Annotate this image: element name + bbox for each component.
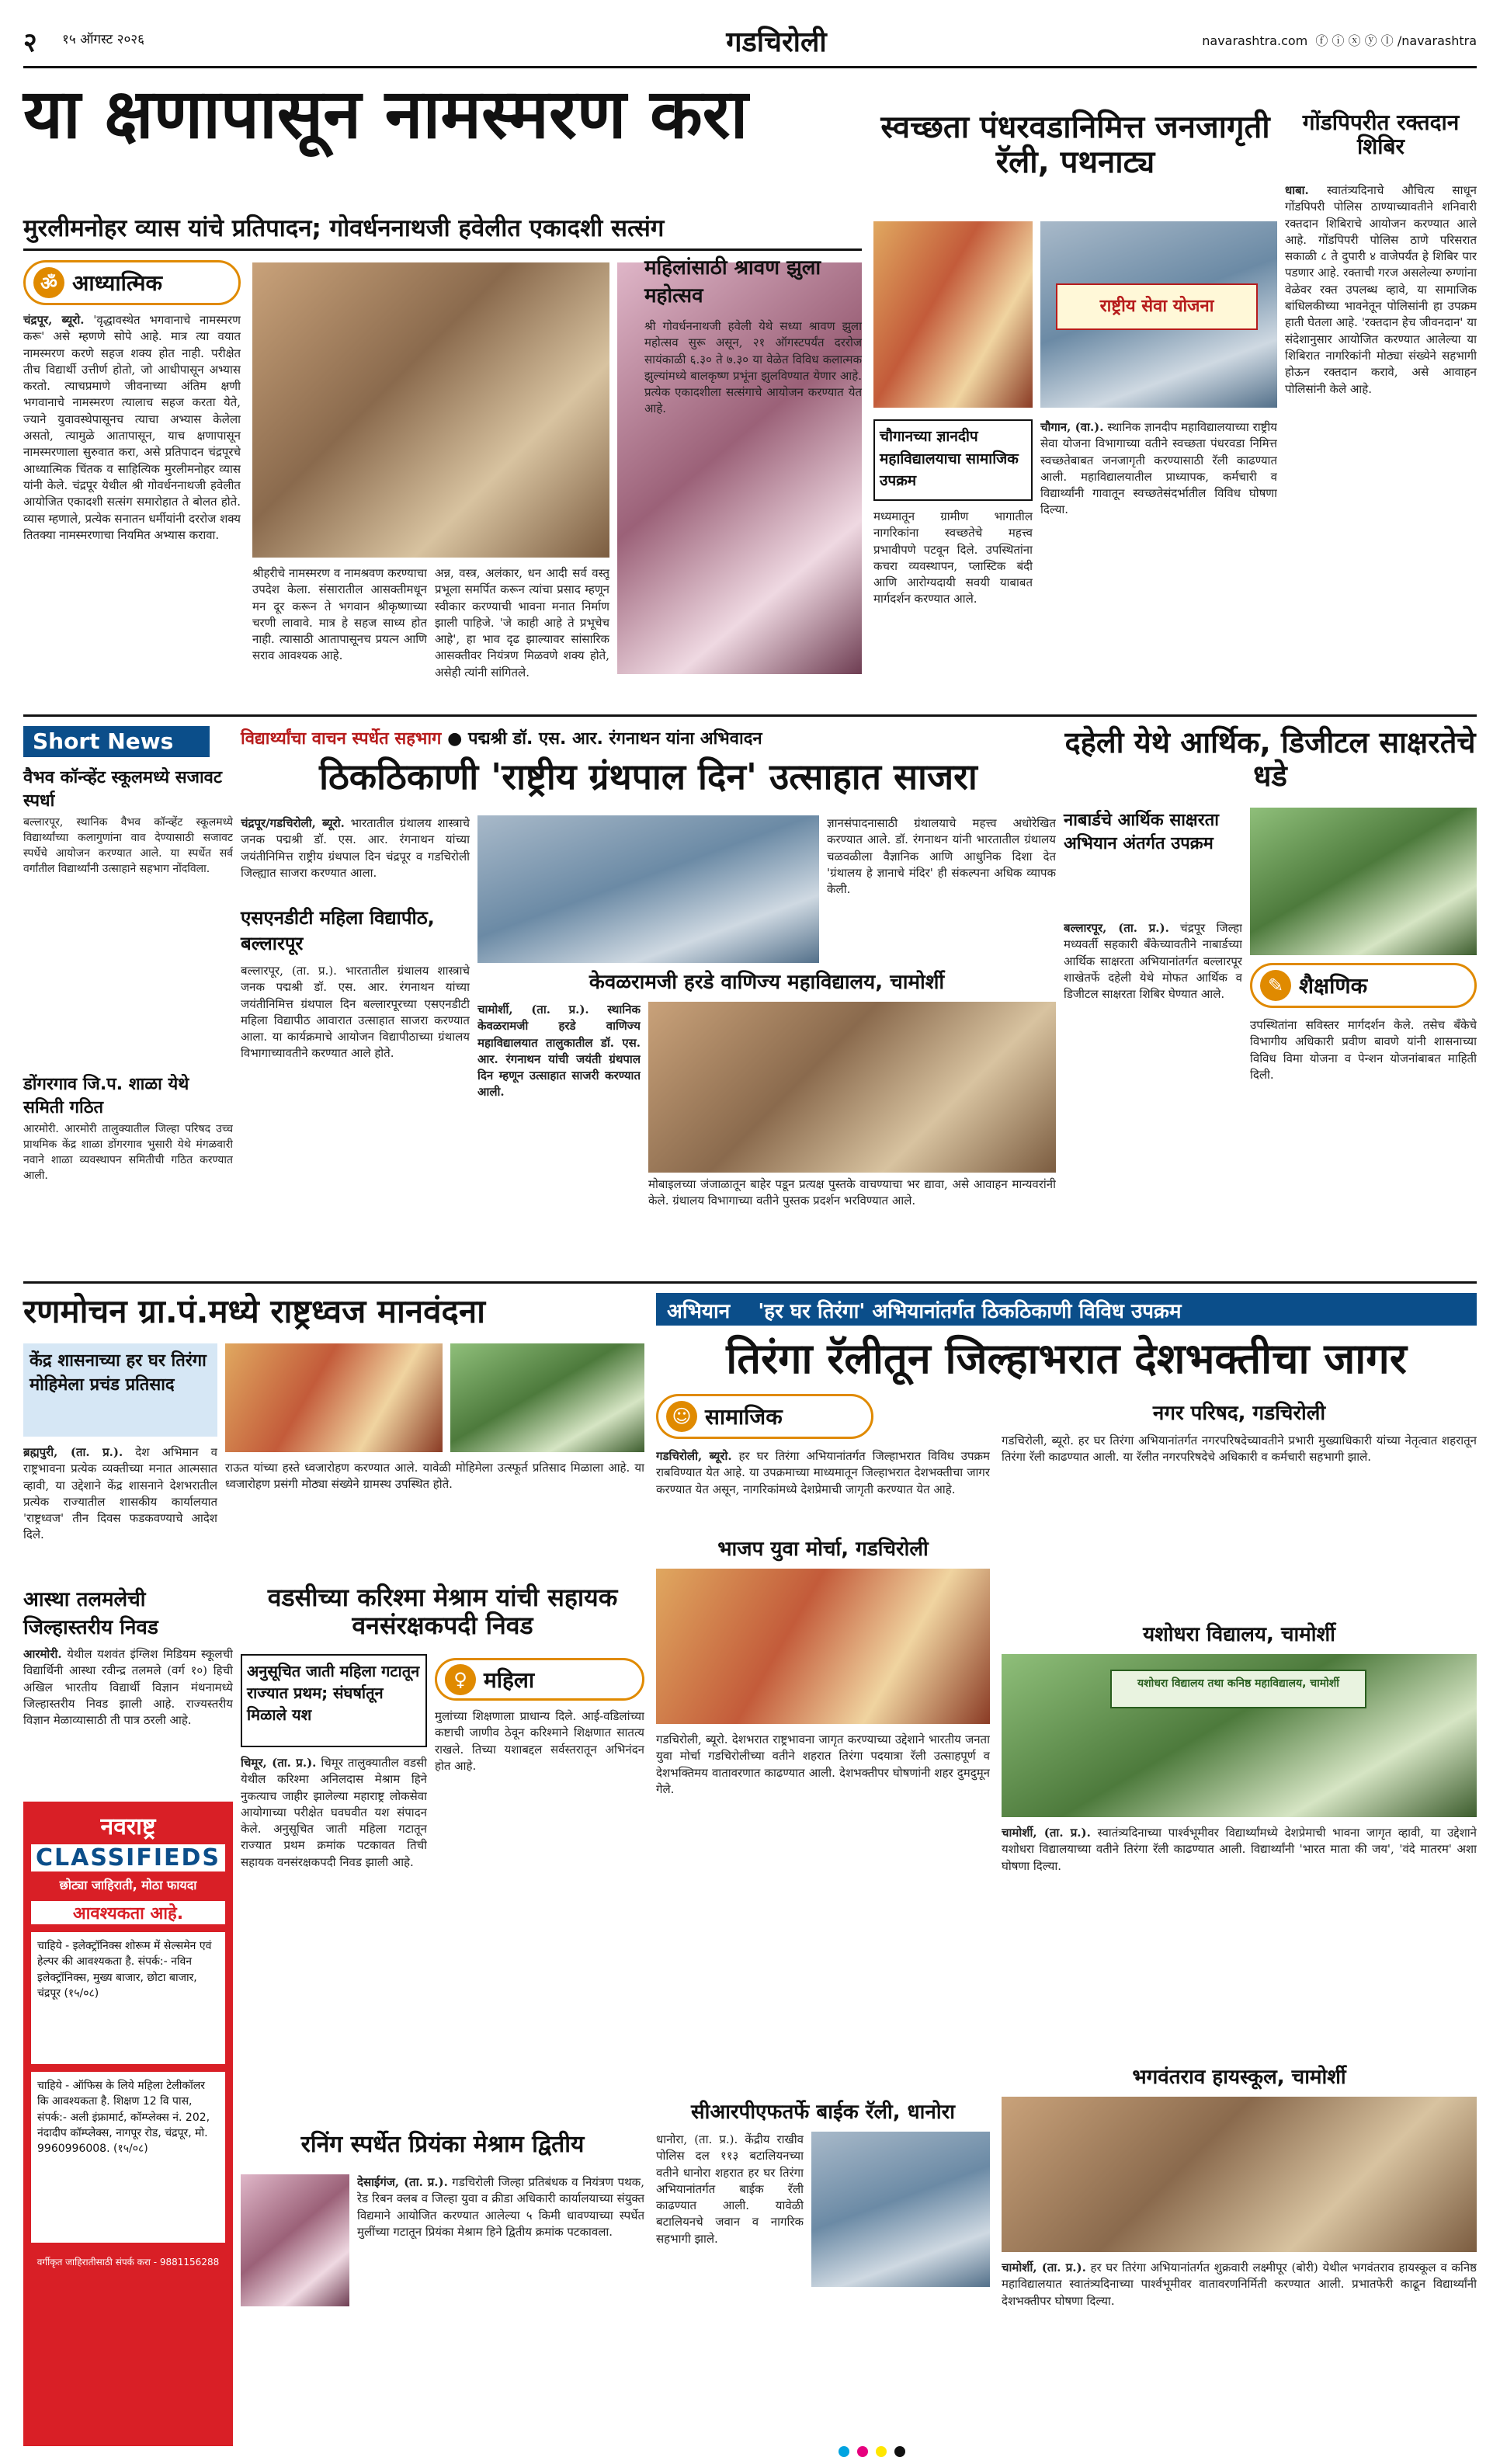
short-news-title-2: डोंगरगाव जि.प. शाळा येथे समिती गठित bbox=[23, 1075, 189, 1117]
social-icons: ⓕ ⓘ ⓧ ⓨ ⓛ bbox=[1315, 33, 1394, 48]
digital-body-2: उपस्थितांना सविस्तर मार्गदर्शन केले. तसेच बँकेचे विभागीय अधिकारी प्रवीण बावणे यांनी शासनाच्या विविध विमा योजना व पेन्शन योजनांबाबत माहिती दिली. bbox=[1250, 1018, 1477, 1082]
divider bbox=[23, 248, 862, 251]
divider bbox=[23, 1281, 1477, 1284]
library-intro: चंद्रपूर/गडचिरोली, ब्यूरो. भारतातील ग्रंथालय शास्त्राचे जनक पद्मश्री डॉ. एस. आर. रंगनाथन यांच्या जयंतीनिमित्त राष्ट्रीय ग्रंथपाल दिन चंद्रपूर व गडचिरोली जिल्ह्यात साजरा करण्यात आला. bbox=[241, 816, 470, 880]
lead-body-col1: चंद्रपूर, ब्यूरो. 'वृद्धावस्थेत भगवानाचे नामस्मरण करू' असे म्हणणे सोपे आहे. मात्र त्या वयात नामस्मरण करणे सहज शक्य होत नाही. परीक्षेत तीच विद्यार्थी उत्तीर्ण होतो, जो आधीपासून अभ्यास करतो. त्याचप्रमाणे जीवनाच्या अंतिम क्षणी भगवानाचे नामस्मरण त्यालाच सहज करता येते, ज्याने युवावस्थेपासूनच त्याचा अभ्यास केलेला असतो, त्यामुळे आतापासून, याच क्षणापासून नामस्मरणाला सुरुवात करा, असे प्रतिपादन चंद्रपूरचे आध्यात्मिक चिंतक व साहित्यिक मुरलीमनोहर व्यास यांनी केले. चंद्रपूर येथील श्री गोवर्धननाथजी हवेलीत आयोजित एकादशी सत्संग समारोहात ते बोलत होते. व्यास म्हणाले, प्रत्येक सनातन धर्मीयांनी दररोज शक्य तितक्या नामस्मरणाचा नियमित अभ्यास करावा. bbox=[23, 313, 241, 542]
lead-headline: या क्षणापासून नामस्मरण करा bbox=[23, 74, 748, 154]
tiranga-kicker-bar: अभियान 'हर घर तिरंगा' अभियानांतर्गत ठिकठिकाणी विविध उपक्रम bbox=[656, 1293, 1477, 1326]
school-banner: यशोधरा विद्यालय तथा कनिष्ठ महाविद्यालय, चामोर्शी bbox=[1110, 1670, 1366, 1708]
short-news-label: Short News bbox=[23, 726, 210, 757]
karishma-body-2: मुलांच्या शिक्षणाला प्राधान्य दिले. आई-वडिलांच्या कष्टाची जाणीव ठेवून करिश्माने शिक्षणात सातत्य राखले. तिच्या यशाबद्दल सर्वस्तरातून अभिनंदन होत आहे. bbox=[435, 1709, 644, 1773]
digital-photo bbox=[1250, 808, 1477, 955]
flag-body: ब्रह्मपुरी, (ता. प्र.). देश अभिमान व राष्ट्रभावना प्रत्येक व्यक्तीच्या मनात आत्मसात व्हावी, या उद्देशाने केंद्र शासनाने देशभरातील प्रत्येक राज्यातील शासकीय कार्यालयात 'राष्ट्रध्वज' तीन दिवस फडकवण्याचे आदेश दिले. bbox=[23, 1445, 217, 1542]
classifieds-footer: वर्गीकृत जाहिरातीसाठी संपर्क करा - 9881156288 bbox=[36, 2257, 220, 2268]
aastha-headline: आस्था तलमलेची जिल्हास्तरीय निवड bbox=[23, 1588, 158, 1639]
karishma-body: चिमूर, (ता. प्र.). चिमूर तालुक्यातील वडसी येथील करिश्मा अनिलदास मेश्राम हिने नुकत्याच जाहीर झालेल्या महाराष्ट्र लोकसेवा आयोगाच्या परीक्षेत घवघवीत यश संपादन केले. अनुसूचित जाती महिला गटातून राज्यात प्रथम क्रमांक पटकावत तिची सहायक वनसंरक्षकपदी निवड झाली आहे. bbox=[241, 1756, 427, 1869]
bjp-heading: भाजप युवा मोर्चा, गडचिरोली bbox=[717, 1538, 929, 1561]
karishma-sub: अनुसूचित जाती महिला गटातून राज्यात प्रथम; संघर्षातून मिळाले यश bbox=[241, 1654, 427, 1747]
color-registration-marks bbox=[839, 2446, 947, 2459]
library-headline: ठिकठिकाणी 'राष्ट्रीय ग्रंथपाल दिन' उत्साहात साजरा bbox=[319, 756, 977, 798]
np-heading: नगर परिषद, गडचिरोली bbox=[1152, 1402, 1326, 1425]
om-icon: ॐ bbox=[33, 267, 64, 298]
classified-ad-1[interactable]: चाहिये - इलेक्ट्रॉनिक्स शोरूम में सेल्समेन एवं हेल्पर की आवश्यकता है. संपर्क:- नविन इलेक्ट्रॉनिक्स, मुख्य बाजार, छोटा बाजार, चंद्रपूर (१५/०८) bbox=[31, 1932, 225, 2064]
people-icon: ☺ bbox=[666, 1401, 697, 1432]
digital-sub: नाबार्डचे आर्थिक साक्षरता अभियान अंतर्गत उपक्रम bbox=[1064, 811, 1219, 853]
bjp-body: गडचिरोली, ब्यूरो. देशभरात राष्ट्रभावना जागृत करण्याच्या उद्देशाने भारतीय जनता युवा मोर्चा गडचिरोलीच्या वतीने शहरात तिरंगा पदयात्रा रॅली उत्साहपूर्ण व देशभक्तिमय वातावरणात काढण्यात आली. देशभक्तीपर घोषणांनी शहर दुमदुमून गेले. bbox=[656, 1732, 990, 1796]
lead-body-col3: अन्न, वस्त्र, अलंकार, धन आदी सर्व वस्तू प्रभूला समर्पित करून त्यांचा प्रसाद म्हणून स्वीकार करण्याची भावना मनात निर्माण झाली पाहिजे. 'जे काही आहे ते प्रभूचेच आहे', हा भाव दृढ झाल्यावर सांसारिक आसक्तीवर नियंत्रण मिळवणे शक्य होते, असेही त्यांनी सांगितले. bbox=[435, 566, 609, 679]
flag-headline: रणमोचन ग्रा.पं.मध्ये राष्ट्रध्वज मानवंदना bbox=[23, 1292, 486, 1330]
rally-body: चौगान, (वा.). स्थानिक ज्ञानदीप महाविद्यालयाच्या राष्ट्रीय सेवा योजना विभागाच्या वतीने स्वच्छता पंधरवडा निमित्त स्वच्छतेबाबत जनजागृती करण्यासाठी रॅली काढण्यात आली. महाविद्यालयातील प्राध्यापक, कर्मचारी व विद्यार्थ्यांनी गावातून स्वच्छतेसंदर्भातील विविध घोषणा दिल्या. bbox=[1040, 420, 1277, 517]
section-tag-education: ✎ शैक्षणिक bbox=[1250, 963, 1477, 1008]
edition-city: गडचिरोली bbox=[726, 26, 827, 58]
flag-body-2: राऊत यांच्या हस्ते ध्वजारोहण करण्यात आले. यावेळी मोहिमेला उत्स्फूर्त प्रतिसाद मिळाला आहे. या ध्वजारोहण प्रसंगी मोठ्या संख्येने ग्रामस्थ उपस्थित होते. bbox=[225, 1461, 644, 1492]
short-news-body-2: आरमोरी. आरमोरी तालुक्यातील जिल्हा परिषद उच्च प्राथमिक केंद्र शाळा डोंगरगाव भुसारी येथे मंगळवारी नवाने शाळा व्यवस्थापन समितीची गठित करण्यात आली. bbox=[23, 1123, 233, 1182]
classifieds-brand: नवराष्ट्र bbox=[100, 1813, 156, 1840]
page-number: २ bbox=[23, 27, 37, 58]
section-tag-social: ☺ सामाजिक bbox=[656, 1394, 873, 1439]
rally-body-2: मध्यमातून ग्रामीण भागातील नागरिकांना स्वच्छतेचे महत्त्व प्रभावीपणे पटवून दिले. उपस्थितांना कचरा व्यवस्थापन, प्लास्टिक बंदी आणि आरोग्यदायी सवयी याबाबत मार्गदर्शन करण्यात आले. bbox=[873, 509, 1033, 606]
classifieds-box bbox=[23, 1802, 233, 2446]
library-body-3: ज्ञानसंपादनासाठी ग्रंथालयाचे महत्त्व अधोरेखित करण्यात आले. डॉ. रंगनाथन यांनी भारतातील ग्रंथालय चळवळीला वैज्ञानिक आणि आधुनिक दिशा देत 'ग्रंथालय हे ज्ञानाचे मंदिर' ही संकल्पना अधिक व्यापक केली. bbox=[827, 816, 1056, 897]
library-sub2: केवळरामजी हरडे वाणिज्य महाविद्यालय, चामोर्शी bbox=[589, 971, 945, 994]
lead-photo-temple bbox=[252, 262, 609, 558]
section-tag-spiritual: ॐ आध्यात्मिक bbox=[23, 260, 241, 305]
flag-sub: केंद्र शासनाच्या हर घर तिरंगा मोहिमेला प्रचंड प्रतिसाद bbox=[23, 1343, 217, 1437]
priyanka-photo bbox=[241, 2174, 349, 2306]
bhagwat-photo bbox=[1002, 2097, 1477, 2252]
lead-subhead: मुरलीमनोहर व्यास यांचे प्रतिपादन; गोवर्धननाथजी हवेलीत एकादशी सत्संग bbox=[23, 214, 665, 242]
jhula-headline: महिलांसाठी श्रावण झुला महोत्सव bbox=[644, 256, 821, 308]
rally-headline: स्वच्छता पंधरवडानिमित्त जनजागृती रॅली, पथनाट्य bbox=[880, 109, 1270, 180]
rally-subbox: चौगानच्या ज्ञानदीप महाविद्यालयाचा सामाजिक उपक्रम bbox=[873, 419, 1033, 501]
priyanka-headline: रनिंग स्पर्धेत प्रियंका मेश्राम द्वितीय bbox=[300, 2131, 585, 2158]
crpf-body: धानोरा, (ता. प्र.). केंद्रीय राखीव पोलिस दल ११३ बटालियनच्या वतीने धानोरा शहरात हर घर तिरंगा अभियानांतर्गत बाईक रॅली काढण्यात आली. यावेळी बटालियनचे जवान व नागरिक सहभागी झाले. bbox=[656, 2132, 804, 2246]
section-tag-women: ♀ महिला bbox=[435, 1658, 644, 1701]
issue-date: १५ ऑगस्ट २०२६ bbox=[62, 32, 144, 47]
priyanka-body: देसाईगंज, (ता. प्र.). गडचिरोली जिल्हा प्रतिबंधक व नियंत्रण पथक, रेड रिबन क्लब व जिल्हा युवा व क्रीडा अधिकारी कार्यालयाच्या संयुक्त विद्यमाने आयोजित करण्यात आलेल्या ५ किमी धावण्याच्या स्पर्धेत मुलींच्या गटातून प्रियंका मेश्राम हिने द्वितीय क्रमांक पटकावला. bbox=[357, 2175, 644, 2239]
digital-headline: दहेली येथे आर्थिक, डिजीटल साक्षरतेचे धडे bbox=[1064, 725, 1476, 793]
library-sub1: एसएनडीटी महिला विद्यापीठ, बल्लारपूर bbox=[241, 907, 435, 954]
bjp-photo bbox=[656, 1569, 990, 1724]
bhagwat-heading: भगवंतराव हायस्कूल, चामोर्शी bbox=[1132, 2066, 1346, 2089]
site-url[interactable]: navarashtra.com ⓕ ⓘ ⓧ ⓨ ⓛ /navarashtra bbox=[1202, 33, 1477, 48]
karishma-headline: वडसीच्या करिश्मा मेश्राम यांची सहायक वनसंरक्षकपदी निवड bbox=[267, 1583, 618, 1640]
nss-banner: राष्ट्रीय सेवा योजना bbox=[1056, 283, 1258, 330]
pencil-icon: ✎ bbox=[1260, 970, 1291, 1001]
classifieds-title: CLASSIFIEDS bbox=[31, 1844, 225, 1871]
blood-body: धाबा. स्वातंत्र्यदिनाचे औचित्य साधून गोंडपिपरी पोलिस ठाण्याच्यावतीने शनिवारी रक्तदान शिबिराचे आयोजन करण्यात आले आहे. गोंडपिपरी पोलिस ठाणे परिसरात सकाळी ८ ते दुपारी ४ वाजेपर्यंत हे शिबिर पार पडणार आहे. रक्ताची गरज असलेल्या रुग्णांना वेळेवर रक्त उपलब्ध व्हावे, या सामाजिक बांधिलकीच्या भावनेतून पोलिसांनी हा उपक्रम हाती घेतला आहे. 'रक्तदान हेच जीवनदान' या संदेशानुसार आयोजित करण्यात आलेल्या या शिबिरात नागरिकांनी मोठ्या संख्येने सहभागी होऊन रक्तदान करावे, असे आवाहन पोलिसांनी केले आहे. bbox=[1285, 183, 1477, 396]
digital-body: बल्लारपूर, (ता. प्र.). चंद्रपूर जिल्हा मध्यवर्ती सहकारी बँकेच्यावतीने नाबार्डच्या आर्थिक साक्षरता अभियानांतर्गत बल्लारपूर शाखेतर्फे दहेली येथे मोफत आर्थिक व डिजीटल साक्षरता शिबिर घेण्यात आले. bbox=[1064, 921, 1242, 1002]
flag-photo-2 bbox=[450, 1343, 644, 1452]
rally-photo-1 bbox=[873, 221, 1033, 408]
library-photo-2 bbox=[648, 1002, 1056, 1173]
blood-headline: गोंडपिपरीत रक्तदान शिबिर bbox=[1302, 109, 1460, 160]
yasho-heading: यशोधरा विद्यालय, चामोर्शी bbox=[1143, 1623, 1335, 1646]
classifieds-section: आवश्यकता आहे. bbox=[31, 1901, 225, 1924]
short-news-title-1: वैभव कॉन्व्हेंट स्कूलमध्ये सजावट स्पर्धा bbox=[23, 768, 222, 811]
crpf-photo bbox=[811, 2132, 990, 2287]
library-photo-1 bbox=[477, 815, 819, 963]
crpf-heading: सीआरपीएफतर्फे बाईक रॅली, धानोरा bbox=[691, 2101, 955, 2124]
library-kicker: विद्यार्थ्यांचा वाचन स्पर्धेत सहभाग ● पद्मश्री डॉ. एस. आर. रंगनाथन यांना अभिवादन bbox=[241, 729, 762, 749]
library-sub2-body: चामोर्शी, (ता. प्र.). स्थानिक केवळरामजी हरडे वाणिज्य महाविद्यालयात तालुकातील डॉ. एस. आर. रंगनाथन यांची जयंती ग्रंथपाल दिन म्हणून उत्साहात साजरी करण्यात आली. bbox=[477, 1003, 641, 1100]
classified-ad-2[interactable]: चाहिये - ऑफिस के लिये महिला टेलीकॉलर कि आवश्यकता है. शिक्षण 12 वि पास, संपर्क:- अली इंफ्रामार्ट, कॉम्प्लेक्स नं. 202, नंदादीप कॉम्प्लेक्स, नागपूर रोड, चंद्रपूर, मो. 9960996008. (१५/०८) bbox=[31, 2072, 225, 2243]
library-sub1-body: बल्लारपूर, (ता. प्र.). भारतातील ग्रंथालय शास्त्राचे जनक पद्मश्री डॉ. एस. आर. रंगनाथन यांच्या जयंतीनिमित्त ग्रंथपाल दिन बल्लारपूरच्या एसएनडीटी महिला विद्यापीठ आवारात उत्साहात साजरा करण्यात आला. या कार्यक्रमाचे आयोजन विद्यापीठाच्या ग्रंथालय विभागाच्यावतीने करण्यात आले होते. bbox=[241, 964, 470, 1061]
short-news-body-1: बल्लारपूर, स्थानिक वैभव कॉन्व्हेंट स्कूलमध्ये विद्यार्थ्यांच्या कलागुणांना वाव देण्यासाठी सजावट स्पर्धेचे आयोजन करण्यात आले. या स्पर्धेत सर्व वर्गांतील विद्यार्थ्यांनी उत्साहाने सहभाग नोंदविला. bbox=[23, 816, 233, 875]
rally-photo-banner bbox=[1040, 221, 1277, 408]
yasho-photo bbox=[1002, 1654, 1477, 1817]
woman-icon: ♀ bbox=[445, 1664, 476, 1695]
masthead-strip bbox=[23, 17, 1477, 68]
divider bbox=[23, 714, 1477, 717]
lead-body-col2: श्रीहरीचे नामस्मरण व नामश्रवण करण्याचा उपदेश केला. संसारातील आसक्तीमधून मन दूर करून ते भगवान श्रीकृष्णाच्या चरणी लावावे. मात्र हे सहज साध्य होत नाही. त्यासाठी आतापासूनच प्रयत्न आणि सराव आवश्यक आहे. bbox=[252, 566, 427, 663]
library-body-4: मोबाइलच्या जंजाळातून बाहेर पडून प्रत्यक्ष पुस्तके वाचण्याचा भर द्यावा, असे आवाहन मान्यवरांनी केले. ग्रंथालय विभागाच्या वतीने पुस्तक प्रदर्शन भरविण्यात आले. bbox=[648, 1177, 1056, 1208]
yasho-body: चामोर्शी, (ता. प्र.). स्वातंत्र्यदिनाच्या पार्श्वभूमीवर विद्यार्थ्यांमध्ये देशप्रेमाची भावना जागृत व्हावी, या उद्देशाने यशोधरा विद्यालयाच्या वतीने तिरंगा रॅली काढण्यात आली. विद्यार्थ्यांनी 'भारत माता की जय', 'वंदे मातरम' अशा घोषणा दिल्या. bbox=[1002, 1826, 1477, 1873]
jhula-body: श्री गोवर्धननाथजी हवेली येथे सध्या श्रावण झुला महोत्सव सुरू असून, २१ ऑगस्टपर्यंत दररोज सायंकाळी ६.३० ते ७.३० या वेळेत विविध कलात्मक झुल्यांमध्ये बालकृष्ण प्रभूंना झुलविण्यात येणार आहे. प्रत्येक एकादशीला सत्संगाचे आयोजन करण्यात येत आहे. bbox=[644, 319, 862, 416]
tiranga-body: गडचिरोली, ब्यूरो. हर घर तिरंगा अभियानांतर्गत जिल्हाभरात विविध उपक्रम राबविण्यात येत आहे. या उपक्रमाच्या माध्यमातून जिल्हाभरात देशभक्तीचा जागर करण्यात येत असून, नागरिकांमध्ये देशप्रेमाची जागृती करण्यात येत आहे. bbox=[656, 1449, 990, 1496]
classifieds-tagline: छोट्या जाहिराती, मोठा फायदा bbox=[59, 1878, 197, 1892]
aastha-body: आरमोरी. येथील यशवंत इंग्लिश मिडियम स्कूलची विद्यार्थिनी आस्था रवीन्द्र तलमले (वर्ग १०) हिची अखिल भारतीय विद्यार्थी विज्ञान मंथनामध्ये जिल्हास्तरीय निवड झाली आहे. राज्यस्तरीय विज्ञान मेळाव्यासाठी ती पात्र ठरली आहे. bbox=[23, 1647, 233, 1728]
flag-photo-1 bbox=[225, 1343, 443, 1452]
np-body: गडचिरोली, ब्यूरो. हर घर तिरंगा अभियानांतर्गत नगरपरिषदेच्यावतीने प्रभारी मुख्याधिकारी यांच्या नेतृत्वात शहरातून तिरंगा रॅली काढण्यात आली. या रॅलीत नगरपरिषदेचे अधिकारी व कर्मचारी सहभागी झाले. bbox=[1002, 1434, 1477, 1465]
tiranga-headline: तिरंगा रॅलीतून जिल्हाभरात देशभक्तीचा जागर bbox=[726, 1334, 1407, 1383]
bhagwat-body: चामोर्शी, (ता. प्र.). हर घर तिरंगा अभियानांतर्गत शुक्रवारी लक्ष्मीपूर (बोरी) येथील भगवंतराव हायस्कूल व कनिष्ठ महाविद्यालयात स्वातंत्र्यदिनाच्या पार्श्वभूमीवर वातावरणनिर्मिती करण्यात आली. प्रभातफेरी काढून विद्यार्थ्यांनी देशभक्तीपर घोषणा दिल्या. bbox=[1002, 2261, 1477, 2308]
